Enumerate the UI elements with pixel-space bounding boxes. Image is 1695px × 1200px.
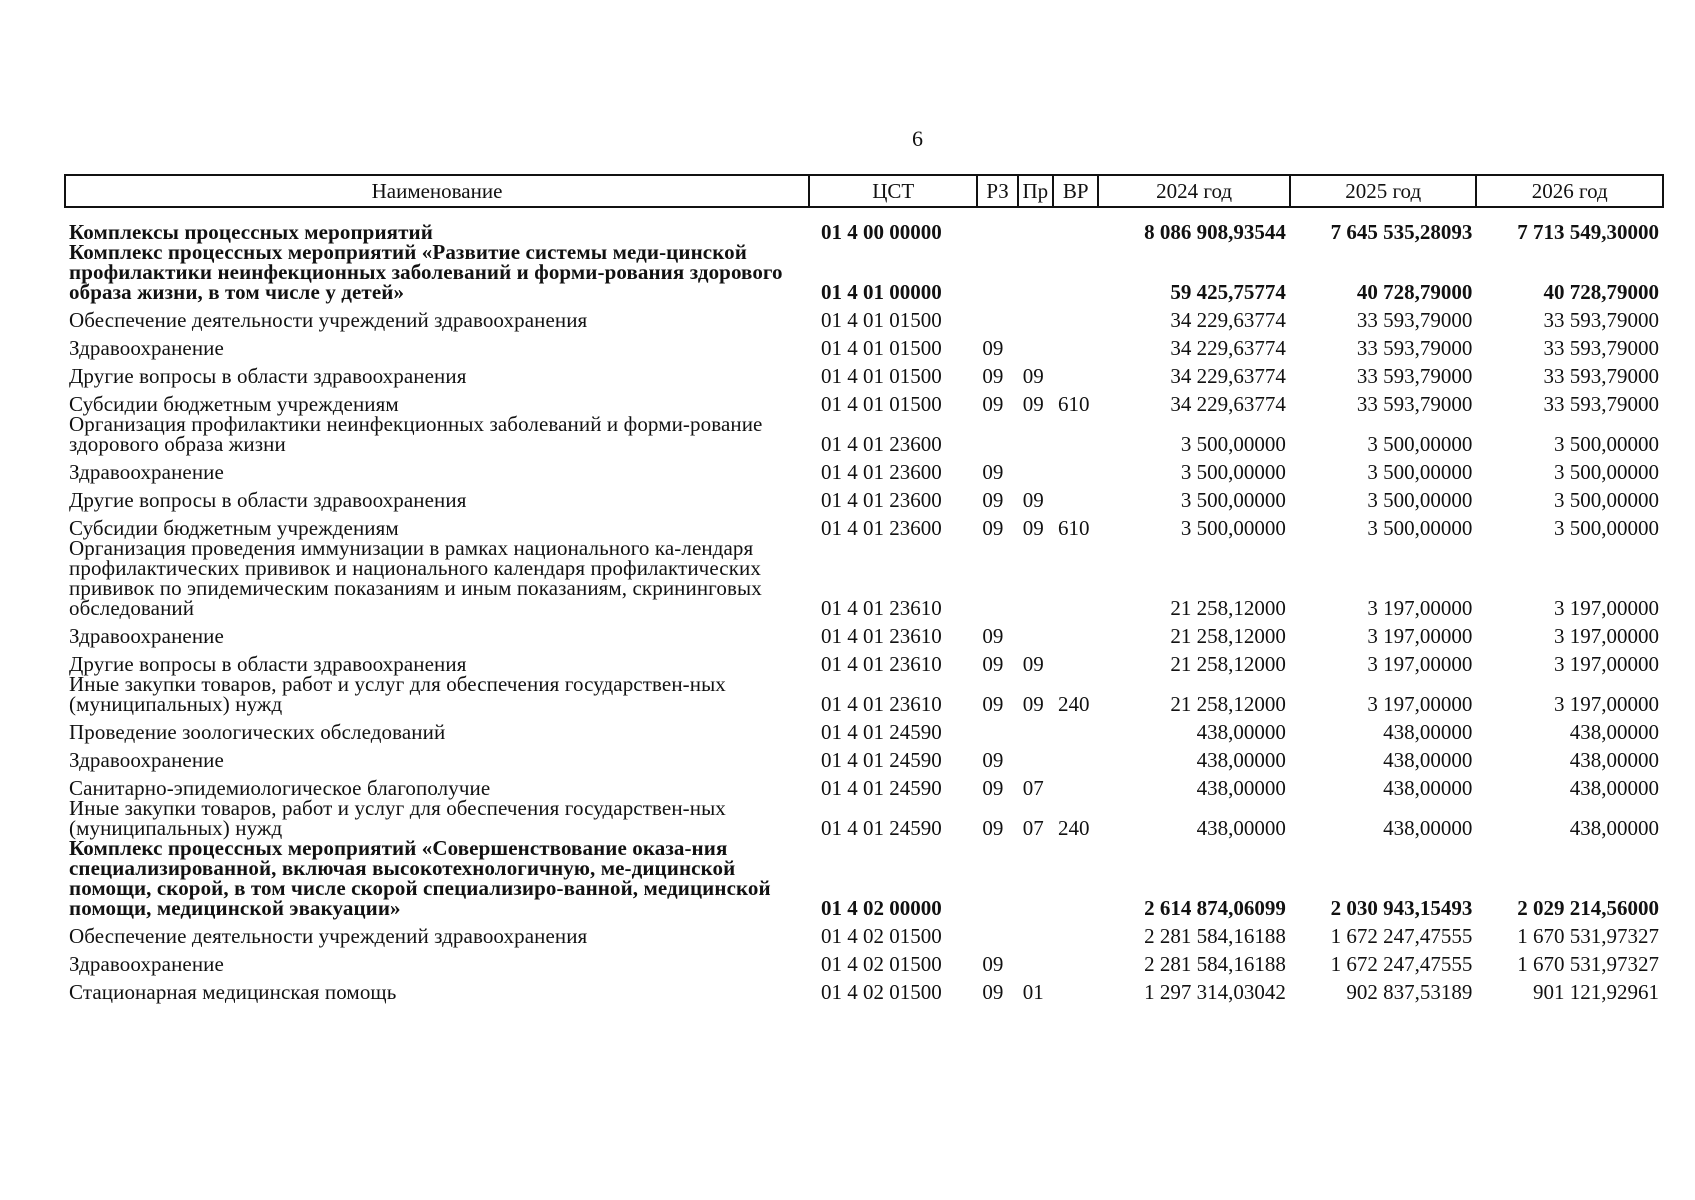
table-row [65, 918, 1663, 946]
cell-rz: 09 [982, 364, 1004, 388]
table-row [65, 946, 1663, 974]
cell-2025: 1 672 247,47555 [1330, 924, 1473, 948]
header-vr: ВР [1053, 175, 1098, 207]
header-2026: 2026 год [1476, 175, 1663, 207]
cell-rz [977, 414, 1017, 454]
cell-cst: 01 4 01 23610 [821, 596, 942, 620]
header-2024: 2024 год [1098, 175, 1290, 207]
cell-pr: 09 [1022, 516, 1044, 540]
cell-rz: 09 [982, 488, 1004, 512]
cell-2025: 2 030 943,15493 [1330, 896, 1473, 920]
cell-2026: 33 593,79000 [1543, 336, 1659, 360]
cell-pr [1018, 838, 1053, 918]
table-row [65, 330, 1663, 358]
cell-cst: 01 4 02 01500 [821, 924, 942, 948]
cell-2024: 34 229,63774 [1170, 364, 1286, 388]
cell-2024: 59 425,75774 [1170, 280, 1286, 304]
cell-cst: 01 4 01 24590 [821, 720, 942, 744]
cell-cst: 01 4 01 01500 [821, 308, 942, 332]
cell-2026: 438,00000 [1569, 816, 1659, 840]
cell-2026: 1 670 531,97327 [1517, 924, 1659, 948]
cell-vr [1053, 838, 1098, 918]
cell-name: Другие вопросы в области здравоохранения [69, 488, 467, 512]
cell-pr: 09 [1022, 652, 1044, 676]
cell-cst: 01 4 02 00000 [821, 896, 942, 920]
cell-2025: 3 197,00000 [1367, 596, 1473, 620]
cell-cst: 01 4 01 00000 [821, 280, 942, 304]
cell-2024: 438,00000 [1196, 748, 1286, 772]
table-row [65, 798, 1663, 838]
table-row [65, 510, 1663, 538]
cell-vr [1053, 330, 1098, 358]
cell-2025: 3 197,00000 [1367, 624, 1473, 648]
cell-2024: 438,00000 [1196, 720, 1286, 744]
cell-name: Обеспечение деятельности учреждений здравоохранения [69, 924, 588, 948]
table-row [65, 838, 1663, 918]
cell-vr [1053, 646, 1098, 674]
cell-name: Здравоохранение [69, 460, 224, 484]
cell-cst: 01 4 01 24590 [821, 748, 942, 772]
cell-vr [1053, 974, 1098, 1002]
cell-pr [1018, 242, 1053, 302]
cell-rz [977, 838, 1017, 918]
cell-rz [977, 538, 1017, 618]
cell-pr: 09 [1022, 392, 1044, 416]
cell-name: Иные закупки товаров, работ и услуг для обеспечения государствен-ных (муниципальных) нужд [69, 672, 726, 716]
cell-2024: 438,00000 [1196, 776, 1286, 800]
table-body [65, 207, 1663, 1002]
cell-2025: 33 593,79000 [1356, 336, 1473, 360]
cell-name: Другие вопросы в области здравоохранения [69, 364, 467, 388]
cell-cst: 01 4 01 23600 [821, 432, 942, 456]
table-header [65, 175, 1663, 207]
cell-rz: 09 [982, 336, 1004, 360]
table-row [65, 618, 1663, 646]
cell-2024: 34 229,63774 [1170, 308, 1286, 332]
cell-name: Иные закупки товаров, работ и услуг для обеспечения государствен-ных (муниципальных) нужд [69, 796, 726, 840]
cell-2025: 3 197,00000 [1367, 652, 1473, 676]
cell-name: Комплекс процессных мероприятий «Развитие системы меди-цинской профилактики неинфекционных заболеваний и форми-рования здорового образа жизни, в том числе у детей» [69, 240, 783, 304]
cell-rz: 09 [982, 776, 1004, 800]
cell-2025: 3 500,00000 [1367, 432, 1473, 456]
cell-2025: 33 593,79000 [1356, 392, 1473, 416]
header-pr: Пр [1018, 175, 1053, 207]
cell-2024: 21 258,12000 [1170, 692, 1286, 716]
cell-2024: 21 258,12000 [1170, 624, 1286, 648]
cell-pr: 09 [1022, 364, 1044, 388]
cell-2024: 3 500,00000 [1180, 488, 1286, 512]
cell-cst: 01 4 01 01500 [821, 364, 942, 388]
cell-vr [1053, 207, 1098, 242]
cell-2024: 2 614 874,06099 [1144, 896, 1286, 920]
table-row [65, 242, 1663, 302]
cell-name: Комплексы процессных мероприятий [69, 220, 433, 244]
cell-vr [1053, 242, 1098, 302]
cell-name: Обеспечение деятельности учреждений здравоохранения [69, 308, 588, 332]
cell-cst: 01 4 01 23600 [821, 516, 942, 540]
cell-vr [1053, 918, 1098, 946]
table-row [65, 482, 1663, 510]
cell-pr: 07 [1022, 816, 1044, 840]
cell-pr [1018, 714, 1053, 742]
cell-name: Проведение зоологических обследований [69, 720, 446, 744]
table-row [65, 386, 1663, 414]
cell-rz [977, 207, 1017, 242]
cell-pr [1018, 742, 1053, 770]
cell-name: Здравоохранение [69, 624, 224, 648]
cell-2024: 2 281 584,16188 [1144, 952, 1286, 976]
cell-2026: 3 197,00000 [1554, 652, 1659, 676]
cell-2026: 3 500,00000 [1554, 460, 1659, 484]
cell-2024: 3 500,00000 [1180, 516, 1286, 540]
cell-name: Организация проведения иммунизации в рамках национального ка-лендаря профилактических прививок и национального календаря профилактических прививок по эпидемическим показаниям и иным показаниям, скрининговых обследований [69, 536, 762, 620]
cell-rz: 09 [982, 460, 1004, 484]
table-row [65, 358, 1663, 386]
table-row [65, 302, 1663, 330]
cell-vr [1053, 742, 1098, 770]
cell-rz: 09 [982, 392, 1004, 416]
cell-2025: 438,00000 [1383, 748, 1473, 772]
cell-2025: 33 593,79000 [1356, 364, 1473, 388]
table-row [65, 770, 1663, 798]
cell-2026: 2 029 214,56000 [1517, 896, 1659, 920]
cell-2026: 33 593,79000 [1543, 392, 1659, 416]
cell-vr [1053, 302, 1098, 330]
cell-2024: 1 297 314,03042 [1144, 980, 1286, 1004]
cell-cst: 01 4 01 23610 [821, 652, 942, 676]
cell-cst: 01 4 02 01500 [821, 952, 942, 976]
cell-cst: 01 4 01 01500 [821, 336, 942, 360]
cell-2024: 34 229,63774 [1170, 392, 1286, 416]
header-rz: РЗ [977, 175, 1017, 207]
cell-rz: 09 [982, 748, 1004, 772]
cell-2025: 3 500,00000 [1367, 516, 1473, 540]
cell-name: Здравоохранение [69, 336, 224, 360]
cell-name: Другие вопросы в области здравоохранения [69, 652, 467, 676]
cell-cst: 01 4 01 23610 [821, 624, 942, 648]
cell-rz [977, 302, 1017, 330]
cell-2024: 8 086 908,93544 [1144, 220, 1286, 244]
cell-pr [1018, 454, 1053, 482]
cell-pr [1018, 302, 1053, 330]
cell-pr: 09 [1022, 488, 1044, 512]
cell-name: Субсидии бюджетным учреждениям [69, 516, 399, 540]
table-row [65, 742, 1663, 770]
cell-name: Субсидии бюджетным учреждениям [69, 392, 399, 416]
cell-pr [1018, 918, 1053, 946]
cell-name: Здравоохранение [69, 952, 224, 976]
cell-cst: 01 4 01 23600 [821, 488, 942, 512]
cell-2025: 3 500,00000 [1367, 488, 1473, 512]
cell-2024: 21 258,12000 [1170, 652, 1286, 676]
cell-cst: 01 4 01 23610 [821, 692, 942, 716]
header-name: Наименование [65, 175, 809, 207]
cell-cst: 01 4 01 24590 [821, 776, 942, 800]
cell-vr: 240 [1058, 692, 1090, 716]
cell-2025: 438,00000 [1383, 776, 1473, 800]
cell-2026: 3 197,00000 [1554, 624, 1659, 648]
table-row [65, 454, 1663, 482]
cell-2025: 1 672 247,47555 [1330, 952, 1473, 976]
cell-pr [1018, 414, 1053, 454]
cell-cst: 01 4 01 01500 [821, 392, 942, 416]
cell-pr [1018, 618, 1053, 646]
cell-2026: 33 593,79000 [1543, 308, 1659, 332]
cell-rz [977, 918, 1017, 946]
cell-rz: 09 [982, 652, 1004, 676]
cell-2025: 33 593,79000 [1356, 308, 1473, 332]
table-row [65, 714, 1663, 742]
cell-pr [1018, 946, 1053, 974]
cell-2026: 40 728,79000 [1543, 280, 1659, 304]
cell-name: Здравоохранение [69, 748, 224, 772]
table-row [65, 974, 1663, 1002]
cell-cst: 01 4 02 01500 [821, 980, 942, 1004]
cell-name: Санитарно-эпидемиологическое благополучие [69, 776, 491, 800]
cell-rz [977, 714, 1017, 742]
cell-vr [1053, 946, 1098, 974]
cell-2026: 438,00000 [1569, 748, 1659, 772]
cell-vr [1053, 714, 1098, 742]
cell-2026: 3 500,00000 [1554, 488, 1659, 512]
cell-rz: 09 [982, 952, 1004, 976]
page-number: 6 [912, 126, 923, 151]
table-row [65, 646, 1663, 674]
cell-vr: 610 [1058, 516, 1090, 540]
cell-pr [1018, 330, 1053, 358]
cell-2025: 438,00000 [1383, 816, 1473, 840]
cell-cst: 01 4 01 24590 [821, 816, 942, 840]
cell-vr [1053, 454, 1098, 482]
cell-vr: 610 [1058, 392, 1090, 416]
cell-2024: 3 500,00000 [1180, 460, 1286, 484]
cell-2026: 901 121,92961 [1533, 980, 1659, 1004]
cell-pr: 01 [1022, 980, 1044, 1004]
cell-name: Комплекс процессных мероприятий «Совершенствование оказа-ния специализированной, включая высокотехнологичную, ме-дицинской помощи, скорой, в том числе скорой специализиро-ванной, медицинской помощи, медицинской эвакуации» [69, 836, 771, 920]
cell-2025: 40 728,79000 [1356, 280, 1473, 304]
cell-2025: 3 197,00000 [1367, 692, 1473, 716]
cell-2025: 3 500,00000 [1367, 460, 1473, 484]
cell-2026: 438,00000 [1569, 776, 1659, 800]
cell-vr [1053, 414, 1098, 454]
cell-2026: 3 500,00000 [1554, 432, 1659, 456]
cell-rz: 09 [982, 624, 1004, 648]
cell-pr: 09 [1022, 692, 1044, 716]
cell-name: Организация профилактики неинфекционных заболеваний и форми-рование здорового образа жизни [69, 412, 763, 456]
cell-rz: 09 [982, 516, 1004, 540]
cell-2025: 7 645 535,28093 [1330, 220, 1473, 244]
cell-cst: 01 4 00 00000 [821, 220, 942, 244]
cell-2024: 2 281 584,16188 [1144, 924, 1286, 948]
cell-vr [1053, 358, 1098, 386]
cell-pr [1018, 207, 1053, 242]
cell-2026: 3 197,00000 [1554, 692, 1659, 716]
cell-pr: 07 [1022, 776, 1044, 800]
cell-rz [977, 242, 1017, 302]
cell-vr: 240 [1058, 816, 1090, 840]
cell-2026: 1 670 531,97327 [1517, 952, 1659, 976]
cell-vr [1053, 482, 1098, 510]
cell-2024: 34 229,63774 [1170, 336, 1286, 360]
cell-2026: 33 593,79000 [1543, 364, 1659, 388]
cell-pr [1018, 538, 1053, 618]
header-row [65, 175, 1663, 207]
table-row [65, 538, 1663, 618]
header-cst: ЦСТ [809, 175, 977, 207]
cell-2024: 21 258,12000 [1170, 596, 1286, 620]
cell-rz: 09 [982, 980, 1004, 1004]
cell-2025: 438,00000 [1383, 720, 1473, 744]
cell-vr [1053, 538, 1098, 618]
table-row [65, 674, 1663, 714]
cell-name: Стационарная медицинская помощь [69, 980, 397, 1004]
cell-2026: 3 197,00000 [1554, 596, 1659, 620]
cell-2026: 7 713 549,30000 [1517, 220, 1659, 244]
budget-table [64, 174, 1664, 1002]
header-2025: 2025 год [1290, 175, 1477, 207]
cell-vr [1053, 770, 1098, 798]
cell-vr [1053, 618, 1098, 646]
table-row [65, 207, 1663, 242]
cell-2024: 438,00000 [1196, 816, 1286, 840]
cell-2024: 3 500,00000 [1180, 432, 1286, 456]
cell-rz: 09 [982, 816, 1004, 840]
cell-cst: 01 4 01 23600 [821, 460, 942, 484]
cell-2026: 3 500,00000 [1554, 516, 1659, 540]
cell-2025: 902 837,53189 [1346, 980, 1473, 1004]
cell-rz: 09 [982, 692, 1004, 716]
cell-2026: 438,00000 [1569, 720, 1659, 744]
table-row [65, 414, 1663, 454]
